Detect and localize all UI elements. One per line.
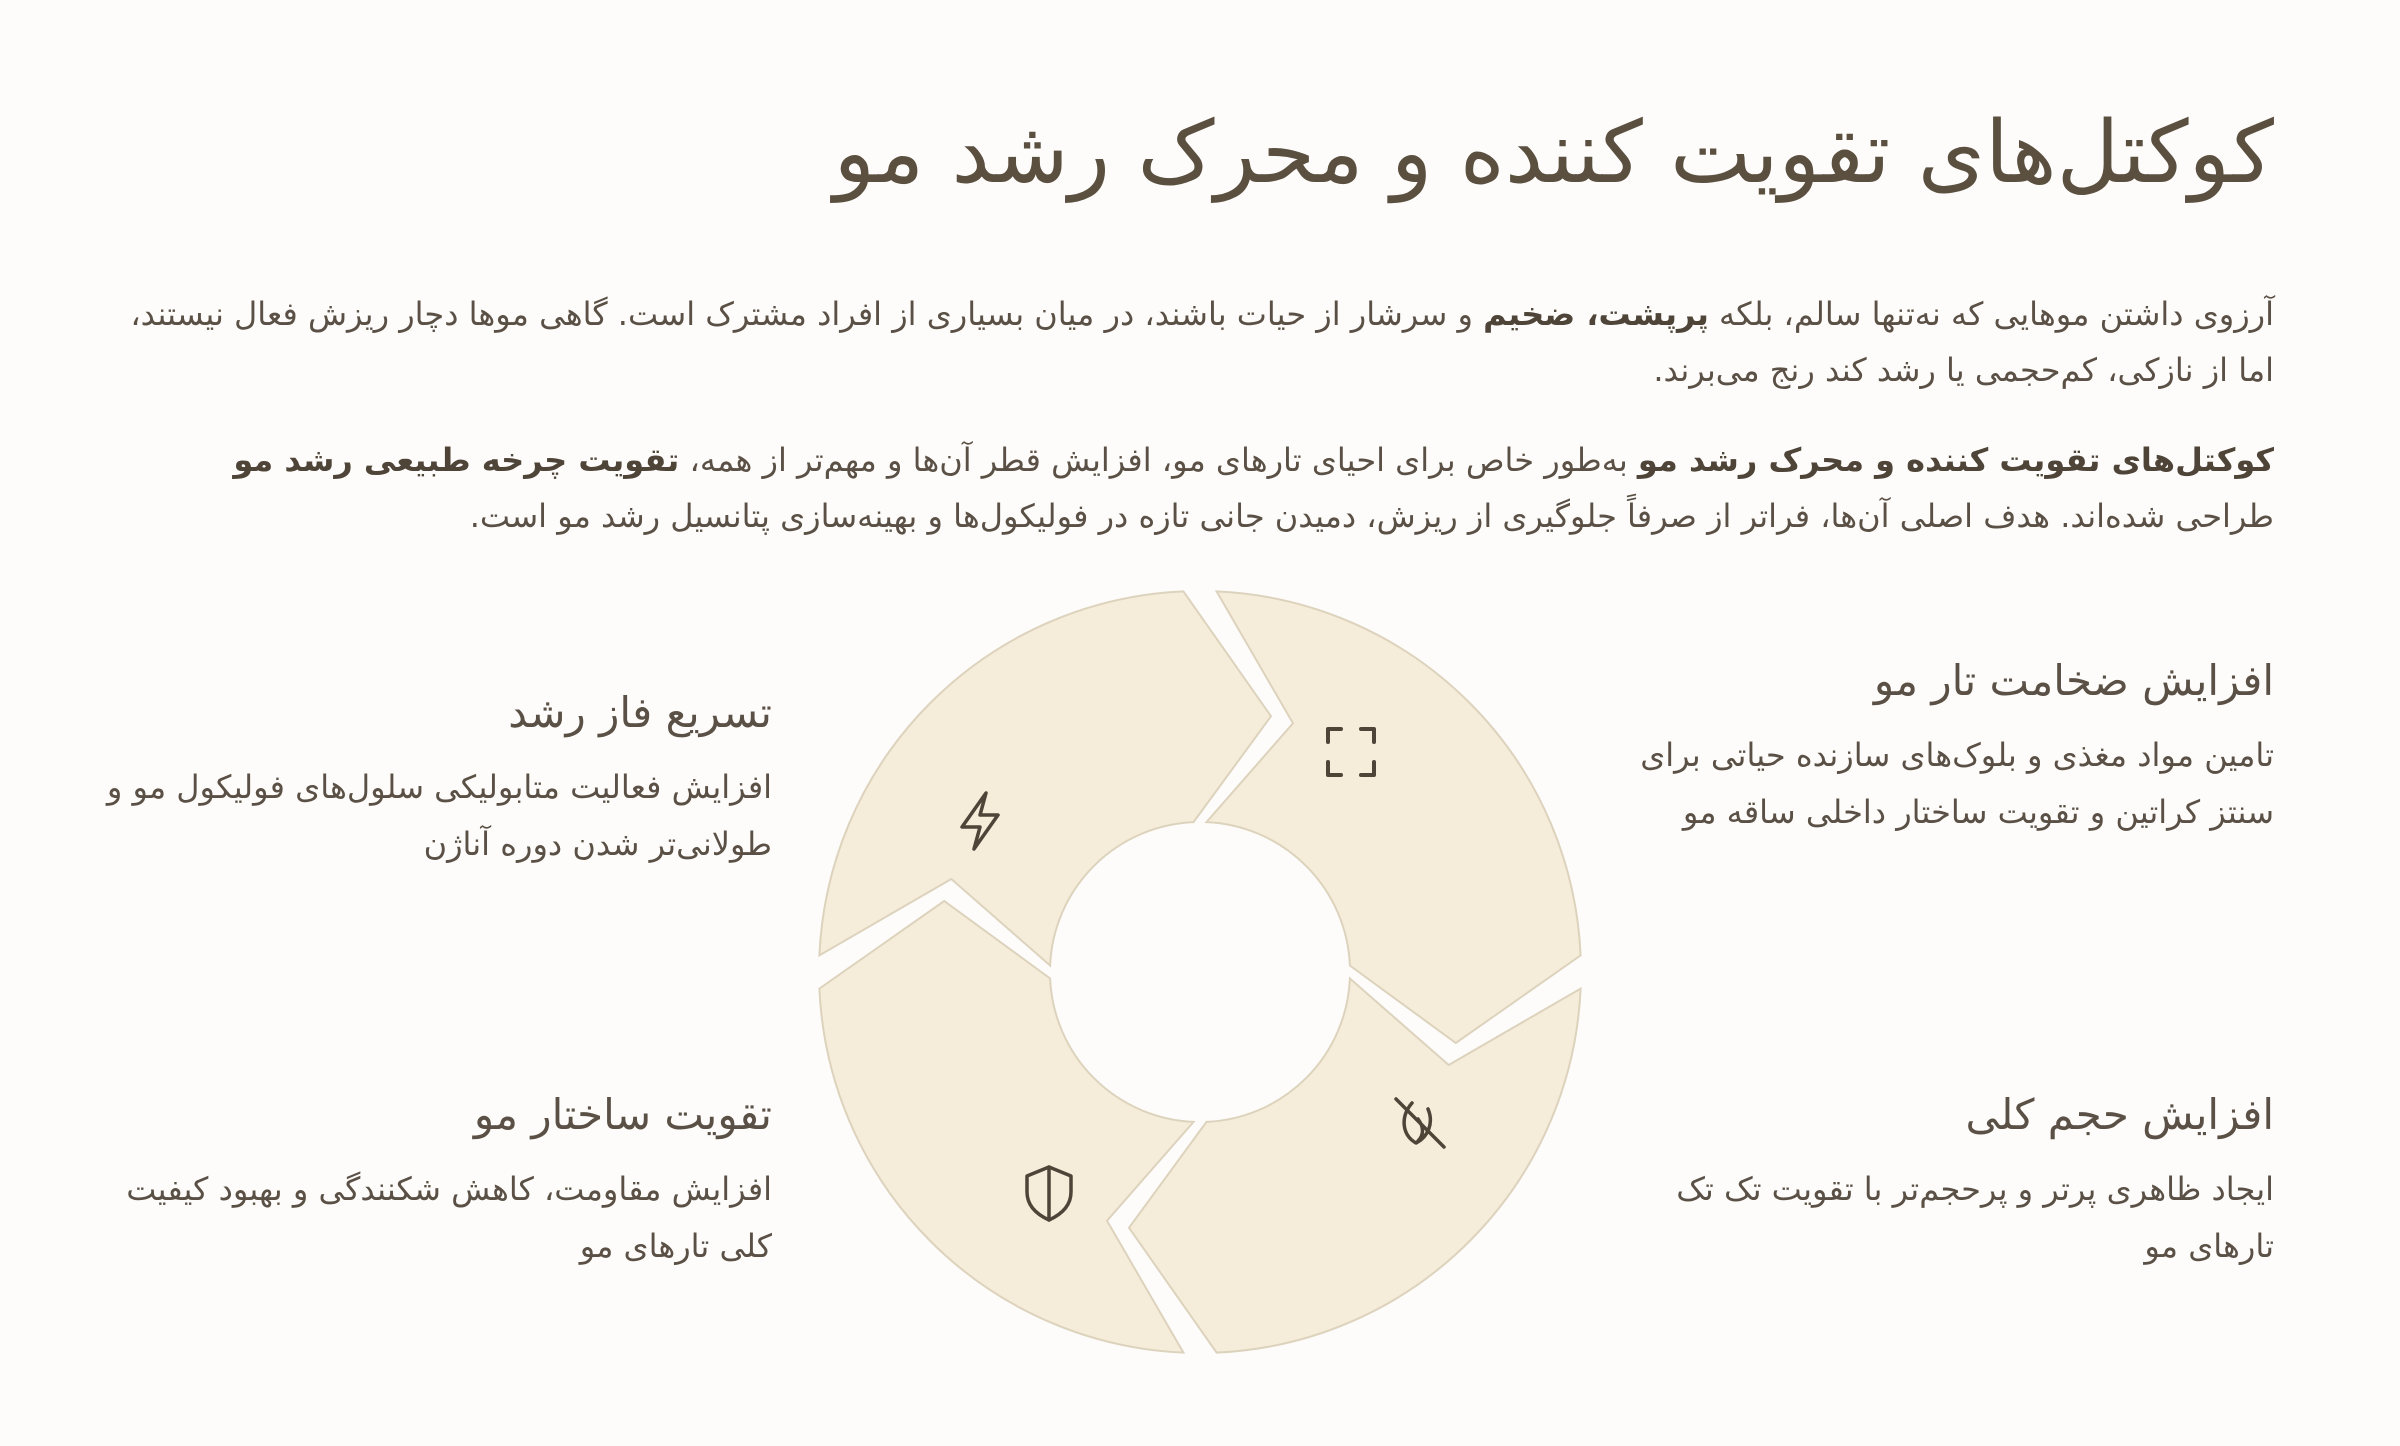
intro-2-bold-a: کوکتل‌های تقویت کننده و محرک رشد مو (1637, 441, 2274, 479)
intro-paragraph-1 (126, 286, 2274, 398)
feature-volume-text: ایجاد ظاهری پرتر و پرحجم‌تر با تقویت تک تک تارهای مو (1676, 1169, 2274, 1265)
intro-2-text-d: طراحی شده‌اند. هدف اصلی آن‌ها، فراتر از صرفاً جلوگیری از ریزش، دمیدن جانی تازه در فولیکول‌ها و بهینه‌سازی پتانسیل رشد مو است. (469, 497, 2274, 535)
cycle-diagram (818, 590, 1582, 1354)
intro-2-text-b: به‌طور خاص برای احیای تارهای مو، افزایش قطر آن‌ها و مهم‌تر از همه، (679, 441, 1638, 479)
feature-volume (1634, 1088, 2274, 1275)
feature-volume-title: افزایش حجم کلی (1965, 1090, 2274, 1139)
intro-1-text-c: و سرشار از حیات باشند، در میان بسیاری از افراد مشترک است. گاهی موها دچار ریزش فعال نیستند، اما از نازکی، کم‌حجمی یا رشد کند رنج می‌برند. (130, 295, 2274, 389)
cycle-segment-volume (1129, 979, 1581, 1353)
feature-structure-text: افزایش مقاومت، کاهش شکنندگی و بهبود کیفیت کلی تارهای مو (126, 1169, 772, 1265)
feature-thickness (1634, 654, 2274, 841)
feature-thickness-text: تامین مواد مغذی و بلوک‌های سازنده حیاتی برای سنتز کراتین و تقویت ساختار داخلی ساقه مو (1640, 735, 2274, 831)
intro-paragraph-2 (126, 432, 2274, 544)
intro-1-bold: پرپشت، ضخیم (1483, 295, 1709, 333)
intro-2-bold-c: تقویت چرخه طبیعی رشد مو (233, 441, 680, 479)
cycle-segment-growth (819, 591, 1271, 965)
feature-growth-text: افزایش فعالیت متابولیکی سلول‌های فولیکول مو و طولانی‌تر شدن دوره آناژن (106, 767, 772, 863)
feature-thickness-title: افزایش ضخامت تار مو (1873, 656, 2274, 705)
intro-1-text-a: آرزوی داشتن موهایی که نه‌تنها سالم، بلکه (1708, 295, 2274, 333)
feature-structure-title: تقویت ساختار مو (473, 1090, 772, 1139)
page-title: کوکتل‌های تقویت کننده و محرک رشد مو (833, 103, 2274, 203)
cycle-segment-thickness (1207, 591, 1581, 1043)
feature-growth-title: تسریع فاز رشد (508, 688, 772, 737)
feature-structure (92, 1088, 772, 1275)
feature-growth (92, 686, 772, 873)
cycle-segment-structure (819, 901, 1193, 1353)
